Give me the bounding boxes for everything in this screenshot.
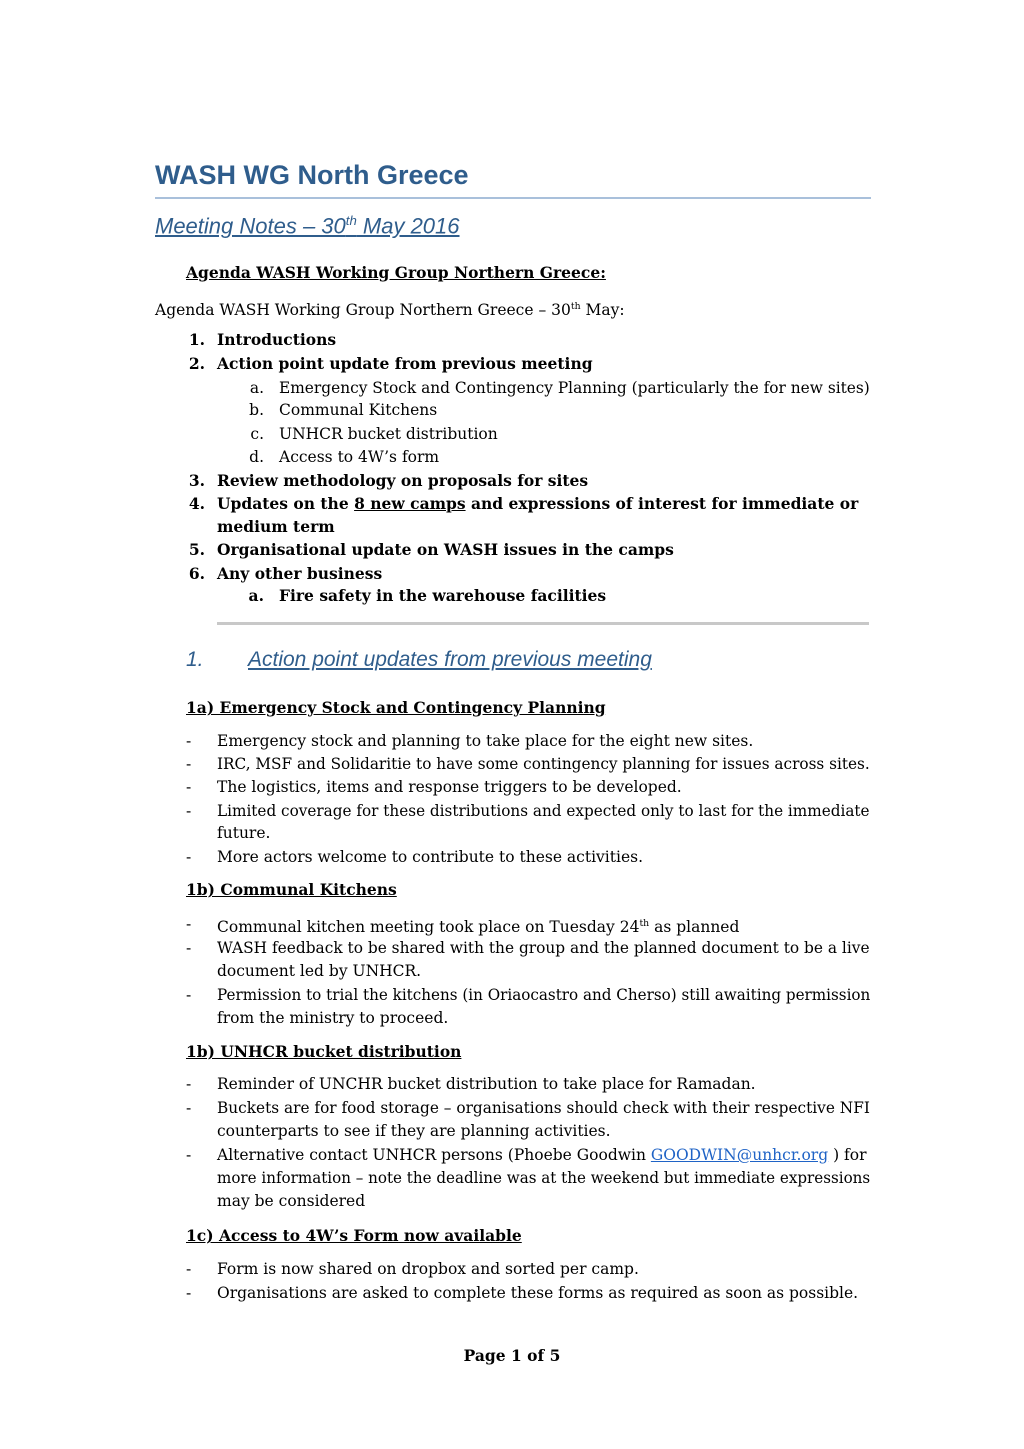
agenda-item-number: 4. bbox=[188, 494, 205, 513]
bullet-text-continuation: document led by UNHCR. bbox=[217, 962, 422, 980]
agenda-subitem-letter: a. bbox=[248, 586, 264, 605]
subsection-heading: 1c) Access to 4W’s Form now available bbox=[186, 1226, 522, 1245]
agenda-subitem-letter: a. bbox=[249, 379, 264, 397]
bullet-marker: - bbox=[186, 802, 192, 820]
agenda-item-number: 5. bbox=[188, 540, 205, 559]
bullet-text-continuation: may be considered bbox=[217, 1192, 366, 1210]
agenda-subitem-letter: d. bbox=[249, 448, 264, 466]
agenda-item-number: 3. bbox=[188, 471, 205, 490]
bullet-text-continuation: counterparts to see if they are planning activities. bbox=[217, 1122, 611, 1140]
document-title: WASH WG North Greece bbox=[155, 160, 871, 199]
bullet-marker: - bbox=[186, 1284, 192, 1302]
bullet-text-continuation: future. bbox=[217, 824, 271, 842]
agenda-subitem: Fire safety in the warehouse facilities bbox=[279, 586, 607, 605]
bullet-marker: - bbox=[186, 755, 192, 773]
email-link[interactable]: GOODWIN@unhcr.org bbox=[650, 1146, 829, 1164]
agenda-item: Review methodology on proposals for sites bbox=[217, 471, 589, 490]
bullet-text: Alternative contact UNHCR persons (Phoebe Goodwin GOODWIN@unhcr.org ) for bbox=[217, 1146, 867, 1164]
agenda-subitem: Access to 4W’s form bbox=[279, 448, 440, 466]
bullet-text-continuation: more information – note the deadline was at the weekend but immediate expressions bbox=[217, 1169, 871, 1187]
bullet-text: Communal kitchen meeting took place on Tuesday 24th as planned bbox=[217, 918, 740, 937]
agenda-item: Action point update from previous meeting bbox=[217, 354, 593, 373]
bullet-text: Form is now shared on dropbox and sorted per camp. bbox=[217, 1260, 639, 1278]
section-divider bbox=[217, 622, 869, 625]
bullet-marker: - bbox=[186, 778, 192, 796]
section-title: Action point updates from previous meeting bbox=[248, 648, 652, 671]
subsection-heading: 1b) Communal Kitchens bbox=[186, 880, 397, 899]
agenda-item-continuation: medium term bbox=[217, 517, 335, 536]
agenda-item: Updates on the 8 new camps and expressions of interest for immediate or bbox=[217, 494, 859, 513]
bullet-text: WASH feedback to be shared with the group and the planned document to be a live bbox=[217, 939, 870, 957]
agenda-subitem: Communal Kitchens bbox=[279, 401, 438, 419]
bullet-text: Permission to trial the kitchens (in Oriaocastro and Cherso) still awaiting permission bbox=[217, 986, 871, 1004]
bullet-text: Limited coverage for these distributions and expected only to last for the immediate bbox=[217, 802, 870, 820]
page-number: Page 1 of 5 bbox=[463, 1346, 561, 1365]
subsection-heading: 1a) Emergency Stock and Contingency Planning bbox=[186, 698, 606, 717]
section-number: 1. bbox=[186, 648, 204, 671]
agenda-item: Organisational update on WASH issues in the camps bbox=[217, 540, 674, 559]
bullet-marker: - bbox=[186, 1099, 192, 1117]
new-camps-link: 8 new camps bbox=[354, 494, 466, 513]
agenda-intro: Agenda WASH Working Group Northern Greece – 30th May: bbox=[155, 301, 625, 320]
agenda-item-number: 1. bbox=[188, 330, 205, 349]
bullet-marker: - bbox=[186, 1146, 192, 1164]
bullet-text: Buckets are for food storage – organisations should check with their respective NFI bbox=[217, 1099, 870, 1117]
bullet-text: Emergency stock and planning to take place for the eight new sites. bbox=[217, 732, 754, 750]
bullet-text: The logistics, items and response triggers to be developed. bbox=[217, 778, 682, 796]
bullet-marker: - bbox=[186, 1075, 192, 1093]
bullet-text: IRC, MSF and Solidaritie to have some contingency planning for issues across sites. bbox=[217, 755, 870, 773]
agenda-subitem: Emergency Stock and Contingency Planning (particularly the for new sites) bbox=[279, 379, 870, 397]
agenda-item-number: 2. bbox=[188, 354, 205, 373]
bullet-text: More actors welcome to contribute to these activities. bbox=[217, 848, 643, 866]
agenda-item: Introductions bbox=[217, 330, 337, 349]
bullet-marker: - bbox=[186, 732, 192, 750]
bullet-marker: - bbox=[186, 1260, 192, 1278]
bullet-marker: - bbox=[186, 939, 192, 957]
agenda-heading: Agenda WASH Working Group Northern Greece: bbox=[186, 263, 606, 282]
bullet-marker: - bbox=[186, 986, 192, 1004]
agenda-subitem: UNHCR bucket distribution bbox=[279, 425, 498, 443]
bullet-text-continuation: from the ministry to proceed. bbox=[217, 1009, 449, 1027]
bullet-text: Organisations are asked to complete these forms as required as soon as possible. bbox=[217, 1284, 859, 1302]
bullet-marker: - bbox=[186, 848, 192, 866]
agenda-item: Any other business bbox=[217, 564, 383, 583]
bullet-text: Reminder of UNCHR bucket distribution to take place for Ramadan. bbox=[217, 1075, 756, 1093]
subsection-heading: 1b) UNHCR bucket distribution bbox=[186, 1042, 462, 1061]
agenda-subitem-letter: b. bbox=[249, 401, 264, 419]
document-subtitle: Meeting Notes – 30th May 2016 bbox=[155, 213, 460, 239]
agenda-item-number: 6. bbox=[188, 564, 205, 583]
agenda-subitem-letter: c. bbox=[250, 425, 264, 443]
bullet-marker: - bbox=[186, 915, 192, 933]
